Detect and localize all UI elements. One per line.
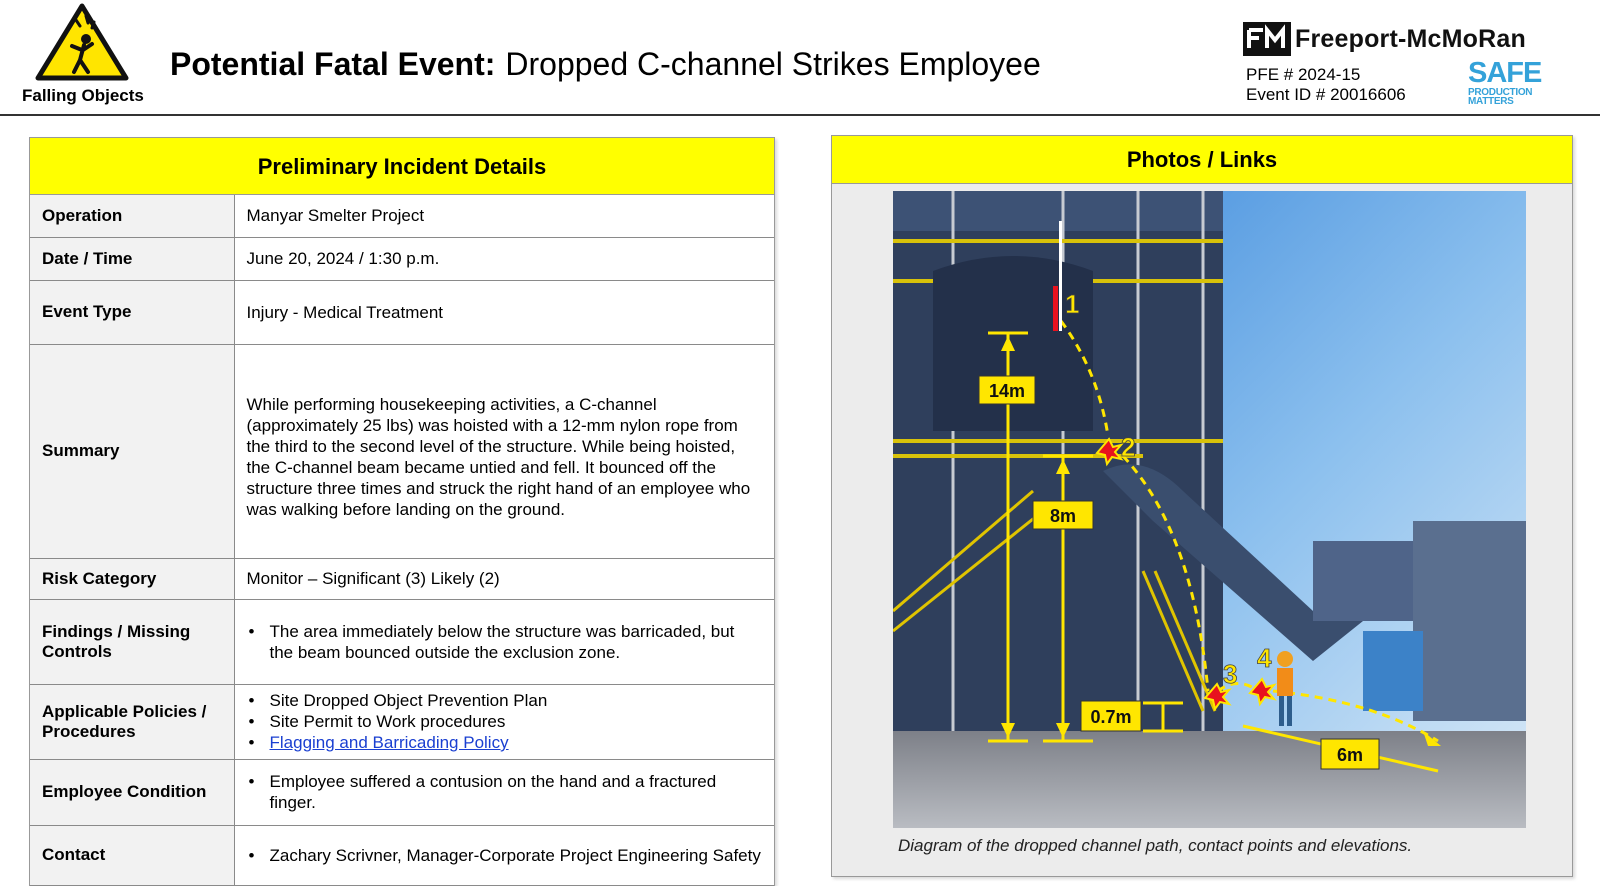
measure-8m: 8m xyxy=(1049,506,1077,526)
company-logo xyxy=(1243,22,1526,56)
table-row xyxy=(30,195,774,237)
table-row xyxy=(30,237,774,280)
page-title-text: Dropped C-channel Strikes Employee xyxy=(505,46,1041,82)
page-title-prefix: Potential Fatal Event: xyxy=(170,46,496,82)
operation-label: Operation xyxy=(30,195,234,237)
flagging-barricading-policy-link[interactable]: Flagging and Barricading Policy xyxy=(269,733,509,752)
safe-logo-big: SAFE xyxy=(1468,57,1542,89)
incident-details-table xyxy=(30,195,774,886)
event-type-label: Event Type xyxy=(30,280,234,344)
pfe-number: PFE # 2024-15 xyxy=(1246,65,1361,84)
contact-label: Contact xyxy=(30,825,234,885)
operation-value: Manyar Smelter Project xyxy=(234,195,774,237)
table-row xyxy=(30,684,774,759)
summary-label: Summary xyxy=(30,344,234,558)
list-item: • Zachary Scrivner, Manager-Corporate Project Engineering Safety xyxy=(247,845,763,866)
marker-2: 2 xyxy=(1121,432,1136,462)
marker-4: 4 xyxy=(1257,643,1272,673)
falling-objects-label: Falling Objects xyxy=(22,86,144,105)
falling-objects-warning-icon xyxy=(34,2,130,82)
measure-6m: 6m xyxy=(1336,745,1364,765)
list-item: • The area immediately below the structure was barricaded, but the beam bounced outside the exclusion zone. xyxy=(247,621,763,663)
event-id: Event ID # 20016606 xyxy=(1246,85,1406,104)
incident-details-heading: Preliminary Incident Details xyxy=(30,138,774,195)
photos-links-panel xyxy=(831,135,1573,877)
table-row xyxy=(30,344,774,558)
measure-14m: 14m xyxy=(988,381,1026,401)
list-item: • Site Dropped Object Prevention Plan xyxy=(247,690,763,711)
incident-details-panel xyxy=(29,137,775,886)
marker-3: 3 xyxy=(1223,659,1238,689)
table-row xyxy=(30,280,774,344)
page-header xyxy=(0,0,1600,116)
event-type-value: Injury - Medical Treatment xyxy=(234,280,774,344)
employee-condition-list xyxy=(247,771,763,813)
table-row xyxy=(30,599,774,684)
company-logo-mark-icon xyxy=(1243,22,1291,56)
employee-condition-label: Employee Condition xyxy=(30,759,234,825)
summary-value: While performing housekeeping activities, a C-channel (approximately 25 lbs) was hoisted with a 12-mm nylon rope from the third to the second level of the structure. While being hoisted, the C-channel beam became untied and fell. It bounced off the structure three times and struck the right hand of an employee who was walking before landing on the ground. xyxy=(234,344,774,558)
incident-diagram xyxy=(893,191,1526,828)
table-row xyxy=(30,759,774,825)
findings-list xyxy=(247,621,763,663)
page-title xyxy=(170,46,1041,83)
photos-links-heading: Photos / Links xyxy=(832,136,1572,184)
marker-1: 1 xyxy=(1065,289,1080,319)
measure-0-7m: 0.7m xyxy=(1090,707,1132,727)
datetime-value: June 20, 2024 / 1:30 p.m. xyxy=(234,237,774,280)
company-name: Freeport-McMoRan xyxy=(1295,24,1526,53)
risk-category-label: Risk Category xyxy=(30,558,234,599)
contact-list xyxy=(247,845,763,866)
incident-diagram-photo xyxy=(893,191,1526,828)
policies-label: Applicable Policies / Procedures xyxy=(30,684,234,759)
list-item xyxy=(247,732,763,753)
list-item: • Site Permit to Work procedures xyxy=(247,711,763,732)
policies-list xyxy=(247,690,763,753)
findings-label: Findings / Missing Controls xyxy=(30,599,234,684)
table-row xyxy=(30,558,774,599)
safe-logo-small: PRODUCTION MATTERS xyxy=(1468,86,1533,108)
c-channel-marker xyxy=(1053,286,1058,331)
datetime-label: Date / Time xyxy=(30,237,234,280)
photo-caption: Diagram of the dropped channel path, contact points and elevations. xyxy=(898,836,1413,855)
table-row xyxy=(30,825,774,885)
safe-production-logo xyxy=(1468,57,1546,108)
risk-category-value: Monitor – Significant (3) Likely (2) xyxy=(234,558,774,599)
list-item: • Employee suffered a contusion on the hand and a fractured finger. xyxy=(247,771,763,813)
